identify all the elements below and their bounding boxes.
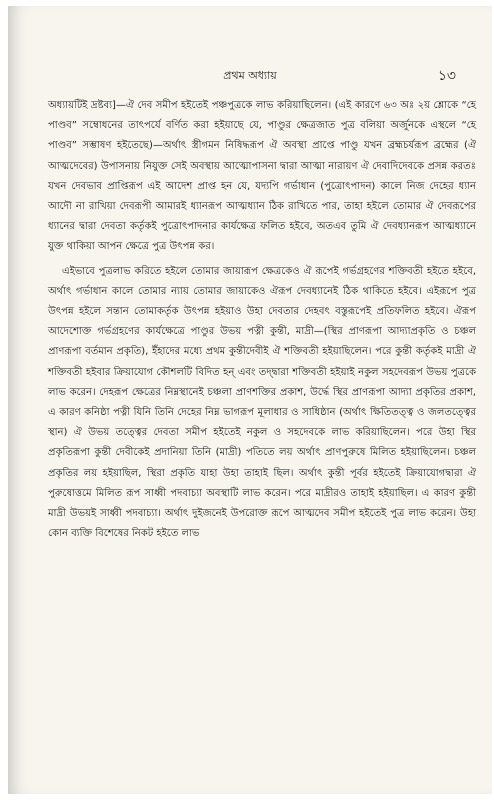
paragraph-1: অধ্যায়টিই দ্রষ্টব্য]—ঐ দেব সমীপ হইতেই পঞ্চপুত্রকে লাভ করিয়াছিলেন। (এই কারণে ৬৩ অঃ ২য় শ্লোকে “হে পাণ্ডব” সম্বোধনের তাৎপর্যে বর্ণিত করা হইয়াছে যে, পাণ্ডুর ক্ষেত্রজাত পুত্র বলিয়া অর্জুনকে এস্থলে “হে পাণ্ডব” সম্ভাষণ হইতেছে)—অর্থাৎ স্ত্রীগমন নিষিদ্ধরূপ ঐ অবস্থা প্রাপ্তে পাণ্ডু যখন ব্রহ্মচর্যরূপ ব্রহ্মের (ঐ আত্মদেবের) উপাসনায় নিযুক্ত সেই অবস্থায় আত্মোপাসনা দ্বারা আত্মা নারায়ণ ঐ দেবাদিদেবকে প্রসন্ন করতঃ যখন দেবভাব প্রাপ্তিরূপ এই আদেশ প্রাপ্ত হন যে, যদ্যপি গর্ভাধান (পুত্রোৎপাদন) কালে নিজ দেহের ধ্যান আদৌ না রাখিয়া দেবরূপী আমারই ধ্যানরূপ আত্মধ্যান ঠিক রাখিতে পার, তাহা হইলে তোমার ঐ দেবরূপের ধ্যানের দ্বারা দেবতা কর্তৃকই পুত্রোৎপাদনার কার্যক্ষেত্র ফলিত হইবে, অতএব তুমি ঐ দেবধ্যানরূপ আত্মধ্যানে যুক্ত থাকিয়া আপন ক্ষেত্রে পুত্র উৎপন্ন কর। (48, 100, 476, 253)
chapter-title: প্রথম অধ্যায় (223, 69, 277, 82)
book-page (8, 6, 492, 794)
body-text (48, 96, 476, 544)
paragraph-2: এইভাবে পুত্রলাভ করিতে হইলে তোমার জায়ারূপ ক্ষেত্রকেও ঐ রূপেই গর্ভগ্রহণের শক্তিবতী হইতে হইবে, অর্থাৎ গর্ভাধান কালে তোমার ন্যায় তোমার জায়াকেও ঐরূপ দেবধ্যানেই ঠিক থাকিতে হইবে। এইরূপে পুত্র উৎপন্ন হইলে সন্তান তোমাকর্তৃক উৎপন্ন হইয়াও উহা দেবতার দেহবৎ বস্তুরূপেই প্রতিফলিত হইবে। ঐরূপ আদেশোক্ত গর্ভগ্রহণের কার্যক্ষেত্রে পাণ্ডুর উভয় পত্নী কুন্তী, মাদ্রী—(স্থির প্রাণরূপা আদ্যাপ্রকৃতি ও চঞ্চল প্রাণরূপা বর্তমান প্রকৃতি), ইঁহাদের মধ্যে প্রথম কুন্তীদেবীই ঐ শক্তিবতী হইয়াছিলেন। পরে কুন্তী কর্তৃকই মাদ্রী ঐ শক্তিবতী হইবার ক্রিয়াযোগ কৌশলটি বিদিত হন্ এবং তদ্দ্বারা শক্তিবতী হইয়াই নকুল সহদেবরূপ উভয় পুত্রকে লাভ করেন। দেহরূপ ক্ষেত্রের নিম্নস্থানেই চঞ্চলা প্রাণশক্তির প্রকাশ, উর্দ্ধে স্থির প্রাণরূপা আদ্যা প্রকৃতির প্রকাশ, এ কারণ কনিষ্ঠা পত্নী যিনি তিনি দেহের নিম্ন ভাগরূপ মূলাধার ও সাধিষ্ঠান (অর্থাৎ ক্ষিতিতত্ত্ব ও জলতত্ত্বের স্থান) ঐ উভয় তত্ত্বের দেবতা সমীপ হইতেই নকুল ও সহদেবকে লাভ করিয়াছিলেন। পরে উহা স্থির প্রকৃতিরূপা কুন্তী দেবীকেই প্রদানিয়া তিনি (মাদ্রী) পতিতে লয় অর্থাৎ প্রাণপুরুষে মিলিত হইয়াছিলেন। চঞ্চল প্রকৃতির লয় হইয়াছিল, স্থিরা প্রকৃতি যাহা উহা তাহাই ছিল। অর্থাৎ কুন্তী পূর্বর হইতেই ক্রিয়াযোগদ্বারা ঐ পুরুষোত্তমে মিলিত রূপ সাধ্বী পদবাচ্যা অবস্থাটি লাভ করেন। পরে মাদ্রীরও তাহাই হইয়াছিল। এ কারণ কুন্তী মাদ্রী উভয়ই সাধ্বী পদবাচ্যা। অর্থাৎ দুইজনেই উপরোক্ত রূপে আত্মদেব সমীপ হইতেই পুত্র লাভ করেন। উহা কোন ব্যক্তি বিশেষের নিকট হইতে লাভ (48, 265, 476, 540)
page-number: ১৩ (437, 68, 456, 84)
running-header (8, 64, 492, 84)
